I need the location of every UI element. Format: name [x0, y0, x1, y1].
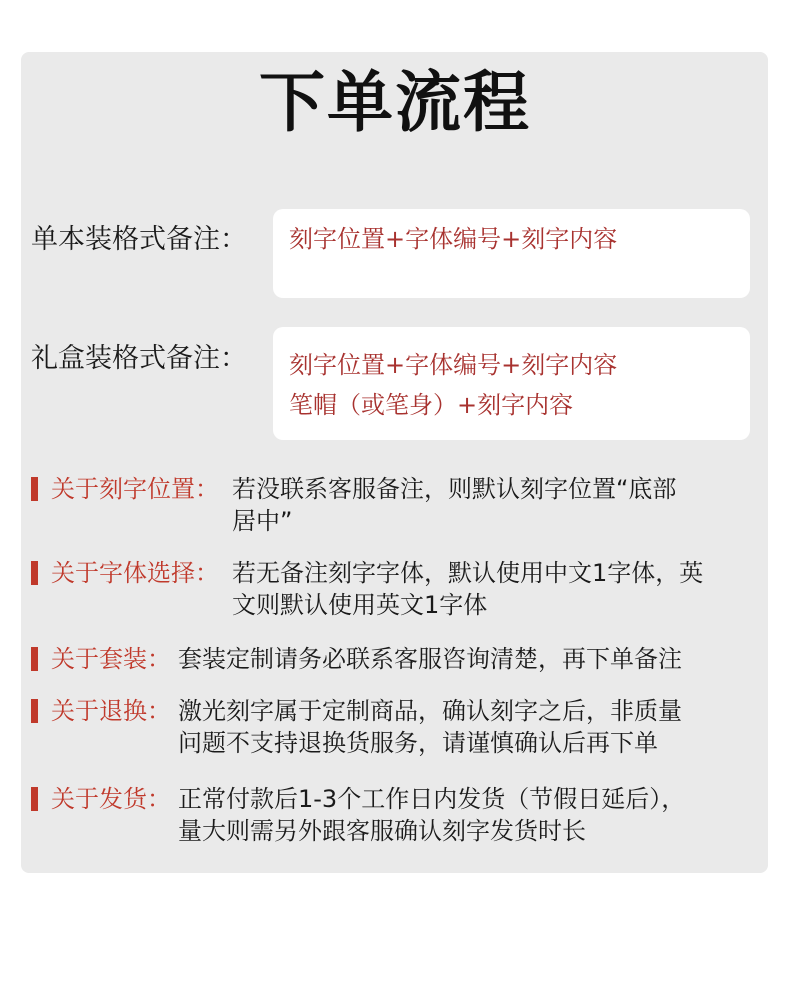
- note-marker: [31, 647, 38, 671]
- note-body: [178, 643, 682, 675]
- giftbox-format-line: 笔帽（或笔身）+刻字内容: [289, 391, 574, 419]
- note-marker: [31, 477, 38, 501]
- note-line: 居中”: [232, 507, 293, 535]
- giftbox-format-label: 礼盒装格式备注：: [31, 343, 247, 374]
- note-marker: [31, 561, 38, 585]
- single-format-box: [273, 209, 750, 298]
- note-line: 若无备注刻字字体，默认使用中文1字体，英: [232, 559, 704, 587]
- giftbox-format-line: 刻字位置+字体编号+刻字内容: [289, 351, 618, 379]
- note-heading: 关于套装：: [51, 645, 171, 673]
- note-line: 正常付款后1-3个工作日内发货（节假日延后），: [178, 785, 686, 813]
- note-line: 量大则需另外跟客服确认刻字发货时长: [178, 817, 586, 845]
- note-heading: 关于发货：: [51, 785, 171, 813]
- note-heading: 关于字体选择：: [51, 559, 219, 587]
- single-format-line: 刻字位置+字体编号+刻字内容: [289, 225, 618, 253]
- single-format-label: 单本装格式备注：: [31, 224, 247, 255]
- note-body: [178, 783, 685, 847]
- note-marker: [31, 787, 38, 811]
- note-heading: 关于退换：: [51, 697, 171, 725]
- note-line: 文则默认使用英文1字体: [232, 591, 488, 619]
- note-body: [232, 473, 676, 537]
- note-line: 问题不支持退换货服务，请谨慎确认后再下单: [178, 729, 658, 757]
- note-body: [232, 557, 703, 621]
- page-title: 下单流程: [259, 64, 531, 141]
- note-line: 若没联系客服备注，则默认刻字位置“底部: [232, 475, 677, 503]
- note-marker: [31, 699, 38, 723]
- note-line: 激光刻字属于定制商品，确认刻字之后，非质量: [178, 697, 682, 725]
- note-line: 套装定制请务必联系客服咨询清楚，再下单备注: [178, 645, 682, 673]
- giftbox-format-box: [273, 327, 750, 440]
- note-heading: 关于刻字位置：: [51, 475, 219, 503]
- note-body: [178, 695, 682, 759]
